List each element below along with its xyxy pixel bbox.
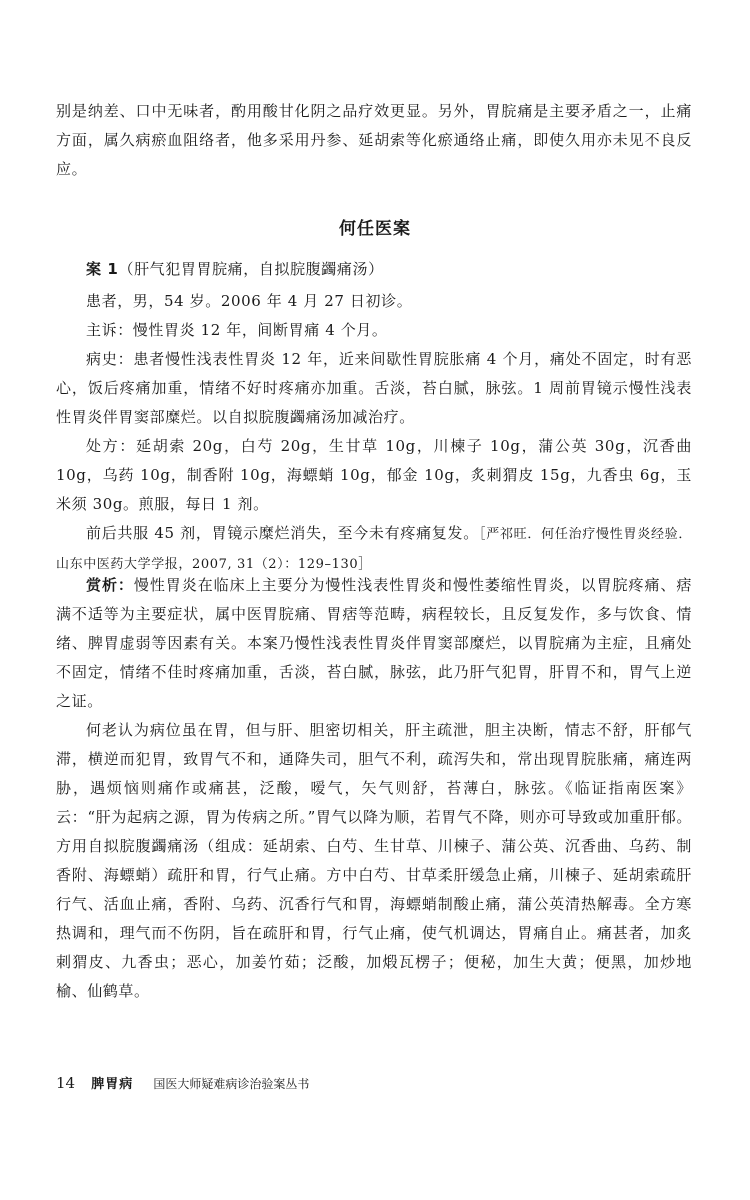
analysis-paragraph xyxy=(56,571,692,716)
continued-paragraph: 别是纳差、口中无味者，酌用酸甘化阴之品疗效更显。另外，胃脘痛是主要矛盾之一，止痛方面，属久病瘀血阻络者，他多采用丹参、延胡索等化瘀通络止痛，即使久用亦未见不良反应。 xyxy=(56,102,692,178)
patient-info: 患者，男，54 岁。2006 年 4 月 27 日初诊。 xyxy=(86,292,413,310)
discussion-paragraph: 何老认为病位虽在胃，但与肝、胆密切相关，肝主疏泄，胆主决断，情志不舒，肝郁气滞，横逆而犯胃，致胃气不和，通降失司，胆气不利，疏泻失和，常出现胃脘胀痛，痛连两胁，遇烦恼则痛作或痛甚，泛酸，嗳气，矢气则舒，苔薄白，脉弦。《临证指南医案》云：“肝为起病之源，胃为传病之所。”胃气以降为顺，若胃气不降，则亦可导致或加重肝郁。方用自拟脘腹蠲痛汤（组成：延胡索、白芍、生甘草、川楝子、蒲公英、沉香曲、乌药、制香附、海螵蛸）疏肝和胃，行气止痛。方中白芍、甘草柔肝缓急止痛，川楝子、延胡索疏肝行气、活血止痛，香附、乌药、沉香行气和胃，海螵蛸制酸止痛，蒲公英清热解毒。全方寒热调和，理气而不伤阴，旨在疏肝和胃，行气止痛，使气机调达，胃痛自止。痛甚者，加炙刺猬皮、九香虫；恶心，加姜竹茹；泛酸，加煅瓦楞子；便秘，加生大黄；便黑，加炒地榆、仙鹤草。 xyxy=(56,721,692,1000)
analysis-text: 慢性胃炎在临床上主要分为慢性浅表性胃炎和慢性萎缩性胃炎，以胃脘疼痛、痞满不适等为主要症状，属中医胃脘痛、胃痞等范畴，病程较长，且反复发作，多与饮食、情绪、脾胃虚弱等因素有关。本案乃慢性浅表性胃炎伴胃窦部糜烂，以胃脘痛为主症，且痛处不固定，情绪不佳时疼痛加重，舌淡，苔白腻，脉弦，此乃肝气犯胃，肝胃不和，胃气上逆之证。 xyxy=(56,576,692,710)
prescription: 处方：延胡索 20g，白芍 20g，生甘草 10g，川楝子 10g，蒲公英 30g，沉香曲 10g，乌药 10g，制香附 10g，海螵蛸 10g，郁金 10g，炙刺猬皮 15g，九香虫 6g，玉米须 30g。煎服，每日 1 剂。 xyxy=(56,437,692,513)
case-subtitle: （肝气犯胃胃脘痛，自拟脘腹蠲痛汤） xyxy=(118,260,384,278)
section-title: 何任医案 xyxy=(339,219,411,239)
case-label: 案 1 xyxy=(86,260,119,278)
medical-history: 病史：患者慢性浅表性胃炎 12 年，近来间歇性胃脘胀痛 4 个月，痛处不固定，时有恶心，饭后疼痛加重，情绪不好时疼痛亦加重。舌淡，苔白腻，脉弦。1 周前胃镜示慢性浅表性胃炎伴胃窦部糜烂。以自拟脘腹蠲痛汤加减治疗。 xyxy=(56,350,692,426)
treatment-outcome xyxy=(56,519,692,579)
analysis-label: 赏析： xyxy=(86,576,134,594)
page-footer xyxy=(56,1072,696,1094)
case-heading xyxy=(56,255,692,284)
reference-citation: ［严祁旺．何任治疗慢性胃炎经验．山东中医药大学学报，2007, 31（2）：129–130］ xyxy=(56,527,692,572)
page-number: 14 xyxy=(56,1074,76,1092)
chief-complaint: 主诉：慢性胃炎 12 年，间断胃痛 4 个月。 xyxy=(86,321,388,339)
book-title: 脾胃病 xyxy=(91,1077,134,1092)
outcome-text: 前后共服 45 剂，胃镜示糜烂消失，至今未有疼痛复发。 xyxy=(86,524,479,542)
series-title: 国医大师疑难病诊治验案丛书 xyxy=(153,1077,310,1091)
